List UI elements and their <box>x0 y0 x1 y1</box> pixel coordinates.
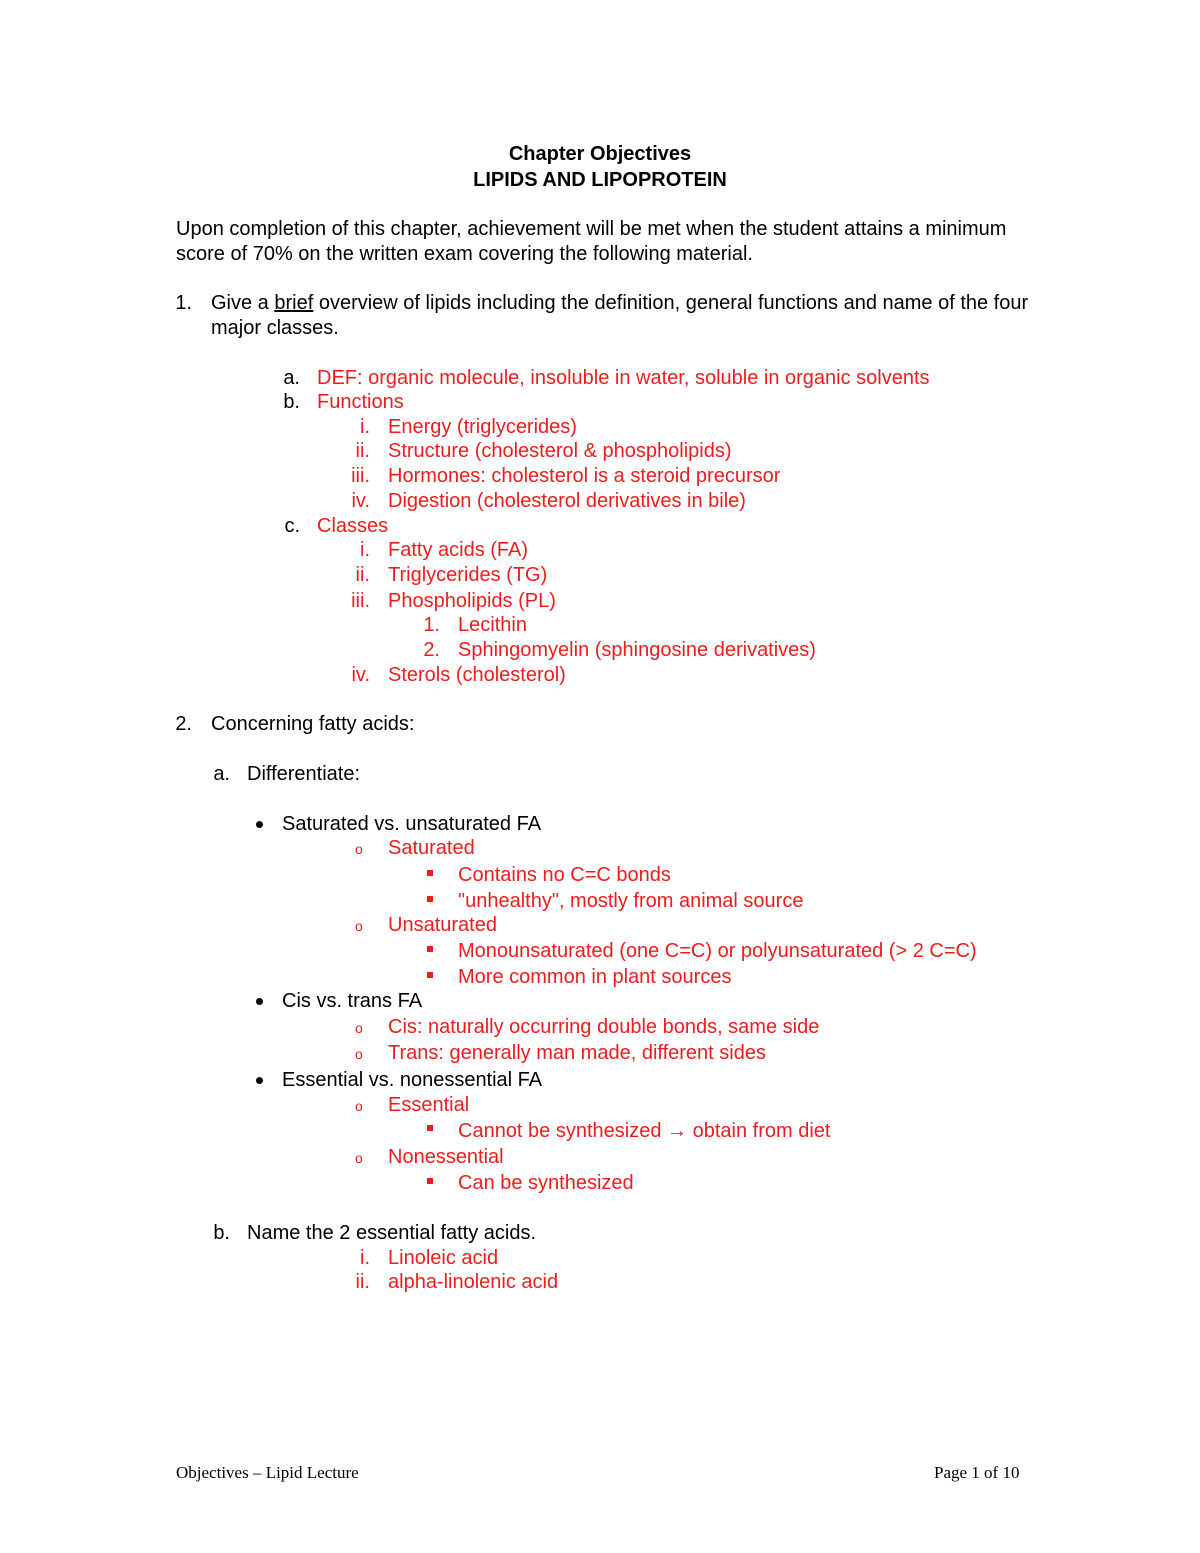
footer-left: Objectives – Lipid Lecture <box>176 1463 359 1482</box>
bullet-icon <box>256 821 263 828</box>
square-bullet-icon <box>427 1178 433 1184</box>
square-bullet-icon <box>427 1125 433 1131</box>
class-item: Sterols (cholesterol) <box>388 664 566 686</box>
obj1-b-marker: b. <box>283 391 300 413</box>
bullet-icon <box>256 1077 263 1084</box>
class-item: Phospholipids (PL) <box>388 590 556 612</box>
essential-heading: Essential <box>388 1094 470 1116</box>
function-marker: i. <box>360 416 370 438</box>
function-item: Digestion (cholesterol derivatives in bile) <box>388 490 746 512</box>
class-item: Triglycerides (TG) <box>388 564 548 586</box>
pl-sub-marker: 1. <box>423 614 440 636</box>
functions-heading: Functions <box>317 391 404 413</box>
trans-item: Trans: generally man made, different sides <box>388 1042 766 1064</box>
square-bullet-icon <box>427 946 433 952</box>
square-bullet-icon <box>427 870 433 876</box>
class-marker: ii. <box>355 564 370 586</box>
function-marker: iv. <box>351 490 370 512</box>
unsaturated-item: More common in plant sources <box>458 966 732 988</box>
efa-item: Linoleic acid <box>388 1247 499 1269</box>
function-marker: iii. <box>351 465 370 487</box>
cis-item: Cis: naturally occurring double bonds, same side <box>388 1016 820 1038</box>
essential-fatty-acids-question: Name the 2 essential fatty acids. <box>247 1222 537 1244</box>
class-marker: iv. <box>351 664 370 686</box>
nonessential-heading: Nonessential <box>388 1146 504 1168</box>
saturated-item: "unhealthy", mostly from animal source <box>458 890 804 912</box>
square-bullet-icon <box>427 896 433 902</box>
efa-marker: ii. <box>355 1271 370 1293</box>
function-item: Hormones: cholesterol is a steroid precursor <box>388 465 781 487</box>
classes-heading: Classes <box>317 515 389 537</box>
lipid-definition: DEF: organic molecule, insoluble in water, soluble in organic solvents <box>317 367 930 389</box>
circle-bullet-icon: o <box>355 918 363 934</box>
circle-bullet-icon: o <box>355 1046 363 1062</box>
bullet-saturated-vs-unsaturated: Saturated vs. unsaturated FA <box>282 813 542 835</box>
circle-bullet-icon: o <box>355 1098 363 1114</box>
function-item: Structure (cholesterol & phospholipids) <box>388 440 732 462</box>
circle-bullet-icon: o <box>355 841 363 857</box>
essential-item: Cannot be synthesized → obtain from diet <box>458 1120 831 1142</box>
function-item: Energy (triglycerides) <box>388 416 577 438</box>
unsaturated-item: Monounsaturated (one C=C) or polyunsaturated (> 2 C=C) <box>458 940 977 962</box>
efa-item: alpha-linolenic acid <box>388 1271 559 1293</box>
class-marker: i. <box>360 539 370 561</box>
unsaturated-heading: Unsaturated <box>388 914 497 936</box>
right-arrow-icon: → <box>667 1120 688 1142</box>
circle-bullet-icon: o <box>355 1150 363 1166</box>
objective-1-marker: 1. <box>175 292 192 314</box>
efa-marker: i. <box>360 1247 370 1269</box>
objective-1-text: Give a brief overview of lipids including the definition, general functions and name of the four major classes. <box>211 292 1029 339</box>
saturated-heading: Saturated <box>388 837 475 859</box>
obj2-b-marker: b. <box>213 1222 230 1244</box>
square-bullet-icon <box>427 972 433 978</box>
objective-2-text: Concerning fatty acids: <box>211 713 415 735</box>
bullet-essential-vs-nonessential: Essential vs. nonessential FA <box>282 1069 543 1091</box>
nonessential-item: Can be synthesized <box>458 1172 634 1194</box>
circle-bullet-icon: o <box>355 1020 363 1036</box>
differentiate-heading: Differentiate: <box>247 763 361 785</box>
function-marker: ii. <box>355 440 370 462</box>
chapter-subtitle: LIPIDS AND LIPOPROTEIN <box>473 169 727 191</box>
class-marker: iii. <box>351 590 370 612</box>
intro-paragraph: Upon completion of this chapter, achievement will be met when the student attains a minimum score of 70% on the written exam covering the following material. <box>176 218 1007 265</box>
obj1-a-marker: a. <box>283 367 300 389</box>
obj2-a-marker: a. <box>213 763 230 785</box>
bullet-cis-vs-trans: Cis vs. trans FA <box>282 990 423 1012</box>
pl-sub-item: Sphingomyelin (sphingosine derivatives) <box>458 639 816 661</box>
chapter-title: Chapter Objectives <box>508 143 692 165</box>
obj1-c-marker: c. <box>284 515 300 537</box>
objective-2-marker: 2. <box>175 713 192 735</box>
saturated-item: Contains no C=C bonds <box>458 864 671 886</box>
page-number: Page 1 of 10 <box>934 1463 1020 1482</box>
class-item: Fatty acids (FA) <box>388 539 529 561</box>
pl-sub-item: Lecithin <box>458 614 527 636</box>
pl-sub-marker: 2. <box>423 639 440 661</box>
bullet-icon <box>256 998 263 1005</box>
emphasis-brief: brief <box>274 292 314 314</box>
